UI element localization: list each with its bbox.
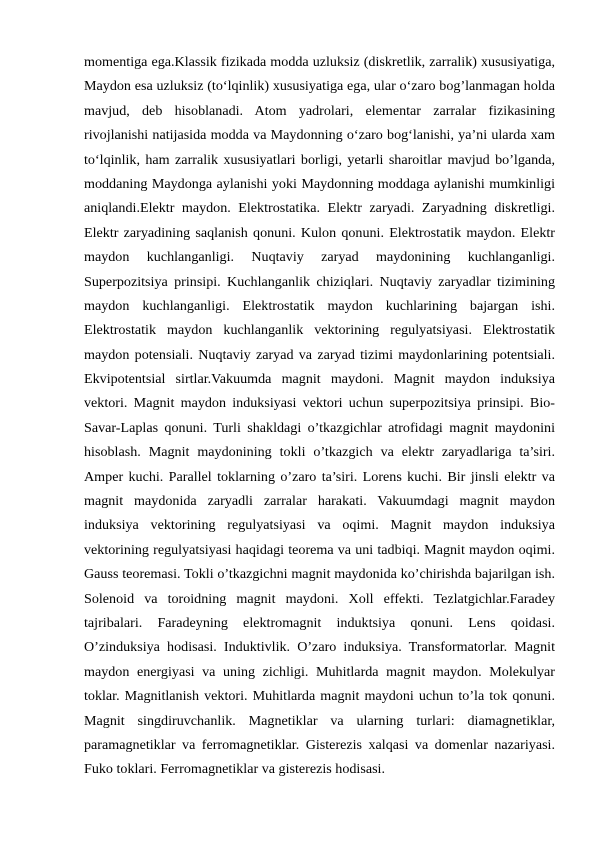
text-line: induksiya vektorining regulyatsiyasi va oqimi. Magnit maydon induksiya — [84, 517, 555, 534]
text-line: Amper kuchi. Parallel toklarning o’zaro ta’siri. Lorens kuchi. Bir jinsli elektr va — [84, 468, 555, 485]
text-line: moddaning Maydonga aylanishi yoki Maydonning moddaga aylanishi mumkinligi — [84, 175, 555, 192]
text-line-last: Fuko toklari. Ferromagnetiklar va gisterezis hodisasi. — [84, 761, 385, 778]
text-line: Elektrostatik maydon kuchlanganlik vektorining regulyatsiyasi. Elektrostatik — [84, 322, 555, 339]
text-line: maydon energiyasi va uning zichligi. Muhitlarda magnit maydon. Molekulyar — [84, 663, 555, 680]
text-line: mavjud, deb hisoblanadi. Atom yadrolari, elementar zarralar fizikasining — [84, 102, 555, 119]
text-line: aniqlandi.Elektr maydon. Elektrostatika. Elektr zaryadi. Zaryadning diskretligi. — [84, 200, 555, 217]
text-line: maydon kuchlanganligi. Elektrostatik maydon kuchlarining bajargan ishi. — [84, 297, 555, 314]
text-line: vektori. Magnit maydon induksiyasi vektori uchun superpozitsiya prinsipi. Bio- — [84, 395, 555, 412]
text-line: O’zinduksiya hodisasi. Induktivlik. O’zaro induksiya. Transformatorlar. Magnit — [84, 639, 555, 656]
text-line: to‘lqinlik, ham zarralik xususiyatlari borligi, yetarli sharoitlar mavjud bo’lganda, — [84, 151, 555, 168]
text-line: paramagnetiklar va ferromagnetiklar. Gisterezis xalqasi va domenlar nazariyasi. — [84, 736, 555, 753]
text-line: Magnit singdiruvchanlik. Magnetiklar va ularning turlari: diamagnetiklar, — [84, 712, 555, 729]
text-line: maydon kuchlanganligi. Nuqtaviy zaryad maydonining kuchlanganligi. — [84, 249, 555, 266]
text-line: maydon potensiali. Nuqtaviy zaryad va zaryad tizimi maydonlarining potentsiali. — [84, 346, 555, 363]
document-page — [84, 50, 555, 782]
text-line: momentiga ega.Klassik fizikada modda uzluksiz (diskretlik, zarralik) xususiyatiga, — [84, 54, 555, 70]
text-line: Savar-Laplas qonuni. Turli shakldagi o’tkazgichlar atrofidagi magnit maydonini — [84, 419, 555, 436]
text-line: Ekvipotentsial sirtlar.Vakuumda magnit maydoni. Magnit maydon induksiya — [84, 371, 555, 388]
text-line: Elektr zaryadining saqlanish qonuni. Kulon qonuni. Elektrostatik maydon. Elektr — [84, 224, 555, 241]
text-line: toklar. Magnitlanish vektori. Muhitlarda magnit maydoni uchun to’la tok qonuni. — [84, 688, 555, 705]
text-line: vektorining regulyatsiyasi haqidagi teorema va uni tadbiqi. Magnit maydon oqimi. — [84, 541, 555, 558]
text-line: Gauss teoremasi. Tokli o’tkazgichni magnit maydonida ko’chirishda bajarilgan ish. — [84, 566, 555, 583]
text-line: Superpozitsiya prinsipi. Kuchlanganlik chiziqlari. Nuqtaviy zaryadlar tizimining — [84, 273, 555, 290]
text-line: Solenoid va toroidning magnit maydoni. Xoll effekti. Tezlatgichlar.Faradey — [84, 590, 555, 607]
text-line: rivojlanishi natijasida modda va Maydonning o‘zaro bog‘lanishi, ya’ni ularda xam — [84, 127, 555, 144]
text-line: hisoblash. Magnit maydonining tokli o’tkazgich va elektr zaryadlariga ta’siri. — [84, 444, 555, 461]
text-line: magnit maydonida zaryadli zarralar harakati. Vakuumdagi magnit maydon — [84, 493, 555, 510]
text-line: tajribalari. Faradeyning elektromagnit induktsiya qonuni. Lens qoidasi. — [84, 614, 555, 631]
text-line: Maydon esa uzluksiz (to‘lqinlik) xususiyatiga ega, ular o‘zaro bog’lanmagan holda — [84, 78, 555, 95]
